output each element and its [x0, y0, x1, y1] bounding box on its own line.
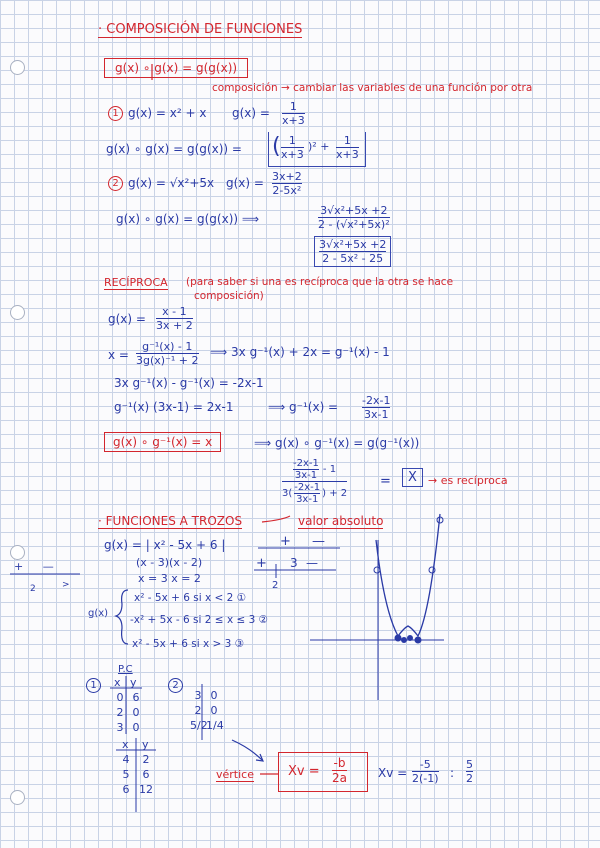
table-cell-y: 12: [139, 783, 153, 796]
graph-point: [395, 635, 402, 642]
ex1-res-mid: )² +: [308, 140, 330, 153]
rec-step3: g⁻¹(x) (3x-1) = 2x-1: [114, 400, 234, 414]
rec-es-reciproca: → es recíproca: [428, 474, 508, 487]
rec-step4-den: 3x-1: [363, 408, 389, 421]
table-2-number: 2: [168, 678, 183, 693]
left-tick-2: 2: [30, 584, 36, 594]
piece-2: -x² + 5x - 6 si 2 ≤ x ≤ 3 ②: [130, 614, 269, 626]
rec-check-top-tail: - 1: [322, 464, 337, 475]
rec-equals: =: [380, 474, 391, 489]
table-cell-y: 0: [132, 706, 140, 719]
ex1-open-paren: (: [272, 134, 281, 159]
vertex-arrow: [232, 740, 262, 760]
ex2-res1-den: 2 - (√x²+5x)²: [318, 218, 390, 231]
xv-calc-num: -5: [419, 758, 431, 771]
ex2-g-den: 2-5x²: [272, 184, 302, 197]
sign-minus: —: [312, 534, 325, 549]
table-3-head-x: x: [122, 738, 129, 751]
left-tick-g: >: [62, 580, 70, 590]
table-cell-x: 3: [194, 689, 202, 702]
table-cell-y: 0: [210, 704, 218, 717]
rec-check-bot-pre: 3(: [282, 488, 293, 499]
table-cell-x: 5: [122, 768, 130, 781]
xv-calc-lhs: Xv =: [378, 766, 408, 780]
graph-point: [374, 567, 380, 573]
rec-check-bot-num: -2x-1: [294, 482, 321, 493]
ex1-res-a-den: x+3: [281, 148, 304, 161]
ex2-composition: g(x) ∘ g(x) = g(g(x)) ⟹: [116, 212, 260, 226]
ex2-res2-num: 3√x²+5x +2: [319, 238, 387, 251]
table-cell-y: 0: [210, 689, 218, 702]
example-1-number: 1: [108, 106, 123, 121]
ex2-g-num: 3x+2: [272, 170, 302, 183]
title-reciproca: RECÍPROCA: [104, 276, 168, 289]
rec-check-top-num: -2x-1: [293, 458, 319, 469]
title-valor-absoluto: valor absoluto: [298, 514, 384, 528]
title-composicion: · COMPOSICIÓN DE FUNCIONES: [98, 22, 303, 37]
rec-step4-num: -2x-1: [362, 394, 391, 407]
ex1-res-b-den: x+3: [336, 148, 359, 161]
trozos-fx: g(x) = | x² - 5x + 6 |: [104, 538, 226, 552]
graph-point: [407, 635, 413, 641]
ex2-res1-num: 3√x²+5x +2: [320, 204, 388, 217]
composition-definition-box: g(x) ∘ g(x) = g(g(x)): [104, 58, 248, 78]
rec-x-num: g⁻¹(x) - 1: [142, 340, 193, 353]
rec-after-box: ⟹ g(x) ∘ g⁻¹(x) = g(g⁻¹(x)): [254, 436, 420, 450]
ex2-f: g(x) = √x²+5x: [128, 176, 215, 190]
rec-check-bot-den: 3x-1: [296, 494, 319, 505]
table-1-head-x: x: [114, 676, 121, 689]
ex1-f: g(x) = x² + x: [128, 106, 207, 120]
rec-x-den: 3g(x)⁻¹ + 2: [136, 354, 199, 367]
piece-3: x² - 5x + 6 si x > 3 ③: [132, 638, 245, 650]
table-cell-x: 2: [194, 704, 202, 717]
sign-plus: +: [280, 534, 291, 549]
ex1-res-b-num: 1: [343, 134, 351, 147]
rec-check-bot-tail: ) + 2: [322, 488, 348, 499]
table-cell-x: 5/2: [190, 719, 208, 732]
table-1-number: 1: [86, 678, 101, 693]
table-cell-x: 3: [116, 721, 124, 734]
xv-formula-lhs: Xv =: [288, 764, 320, 779]
table-1-head-y: y: [130, 676, 137, 689]
sign-plus-2: +: [256, 556, 267, 571]
rec-x-lhs: x =: [108, 348, 129, 362]
table-cell-y: 1/4: [206, 719, 224, 732]
piece-label: g(x): [88, 608, 109, 619]
reciproca-note-1: (para saber si una es recíproca que la otra se hace: [186, 276, 454, 288]
table-cell-x: 0: [116, 691, 124, 704]
xv-res-den: 2: [466, 772, 473, 785]
rec-f-lhs: g(x) =: [108, 312, 146, 326]
trozos-factor: (x - 3)(x - 2): [136, 556, 203, 569]
xv-calc-den: 2(-1): [412, 772, 439, 785]
table-3-head-y: y: [142, 738, 149, 751]
rec-step2: 3x g⁻¹(x) - g⁻¹(x) = -2x-1: [114, 376, 264, 390]
title-trozos: · FUNCIONES A TROZOS: [98, 514, 243, 528]
vertice-label: vértice: [216, 768, 254, 781]
xv-res-num: 5: [466, 758, 473, 771]
trozos-roots: x = 3 x = 2: [138, 572, 201, 585]
table-cell-y: 2: [142, 753, 150, 766]
xv-colon: :: [450, 766, 455, 780]
piece-1: x² - 5x + 6 si x < 2 ①: [134, 592, 247, 604]
graph-point: [401, 637, 407, 643]
sign-three: 3: [290, 556, 298, 570]
table-cell-y: 6: [132, 691, 140, 704]
example-2-number: 2: [108, 176, 123, 191]
xv-den: 2a: [332, 771, 347, 785]
pc-label: P.C: [118, 664, 133, 675]
ex2-g-label: g(x) =: [226, 176, 264, 190]
ex1-res-a-num: 1: [288, 134, 296, 147]
table-cell-x: 2: [116, 706, 124, 719]
table-cell-y: 0: [132, 721, 140, 734]
rec-f-num: x - 1: [162, 305, 187, 318]
sign-minus-2: —: [306, 556, 318, 570]
table-cell-x: 6: [122, 783, 130, 796]
rec-boxed-identity: g(x) ∘ g⁻¹(x) = x: [104, 432, 221, 452]
rec-step4-lhs: ⟹ g⁻¹(x) =: [268, 400, 339, 414]
table-cell-x: 4: [122, 753, 130, 766]
title-arrow: [262, 516, 290, 522]
sign-two: 2: [272, 580, 279, 591]
rec-step1: ⟹ 3x g⁻¹(x) + 2x = g⁻¹(x) - 1: [210, 345, 390, 359]
ex1-g-den: x+3: [282, 114, 305, 127]
ex1-g-num: 1: [289, 100, 297, 113]
rec-check-top-den: 3x-1: [294, 470, 318, 481]
ex1-composition: g(x) ∘ g(x) = g(g(x)) =: [106, 142, 242, 156]
xv-num: -b: [333, 756, 346, 770]
reciproca-note-2: composición): [194, 290, 264, 302]
graph-point: [429, 567, 435, 573]
abs-value-curve: [376, 514, 440, 636]
ex1-g-label: g(x) =: [232, 106, 270, 120]
ex2-res2-den: 2 - 5x² - 25: [322, 252, 384, 265]
composition-note: composición → cambiar las variables de una función por otra: [212, 82, 533, 94]
rec-f-den: 3x + 2: [156, 319, 193, 332]
rec-x-box: X: [402, 468, 423, 487]
graph-point: [415, 637, 422, 644]
left-signs: + —: [14, 560, 62, 573]
piecewise-brace: [116, 590, 128, 644]
table-cell-y: 6: [142, 768, 150, 781]
